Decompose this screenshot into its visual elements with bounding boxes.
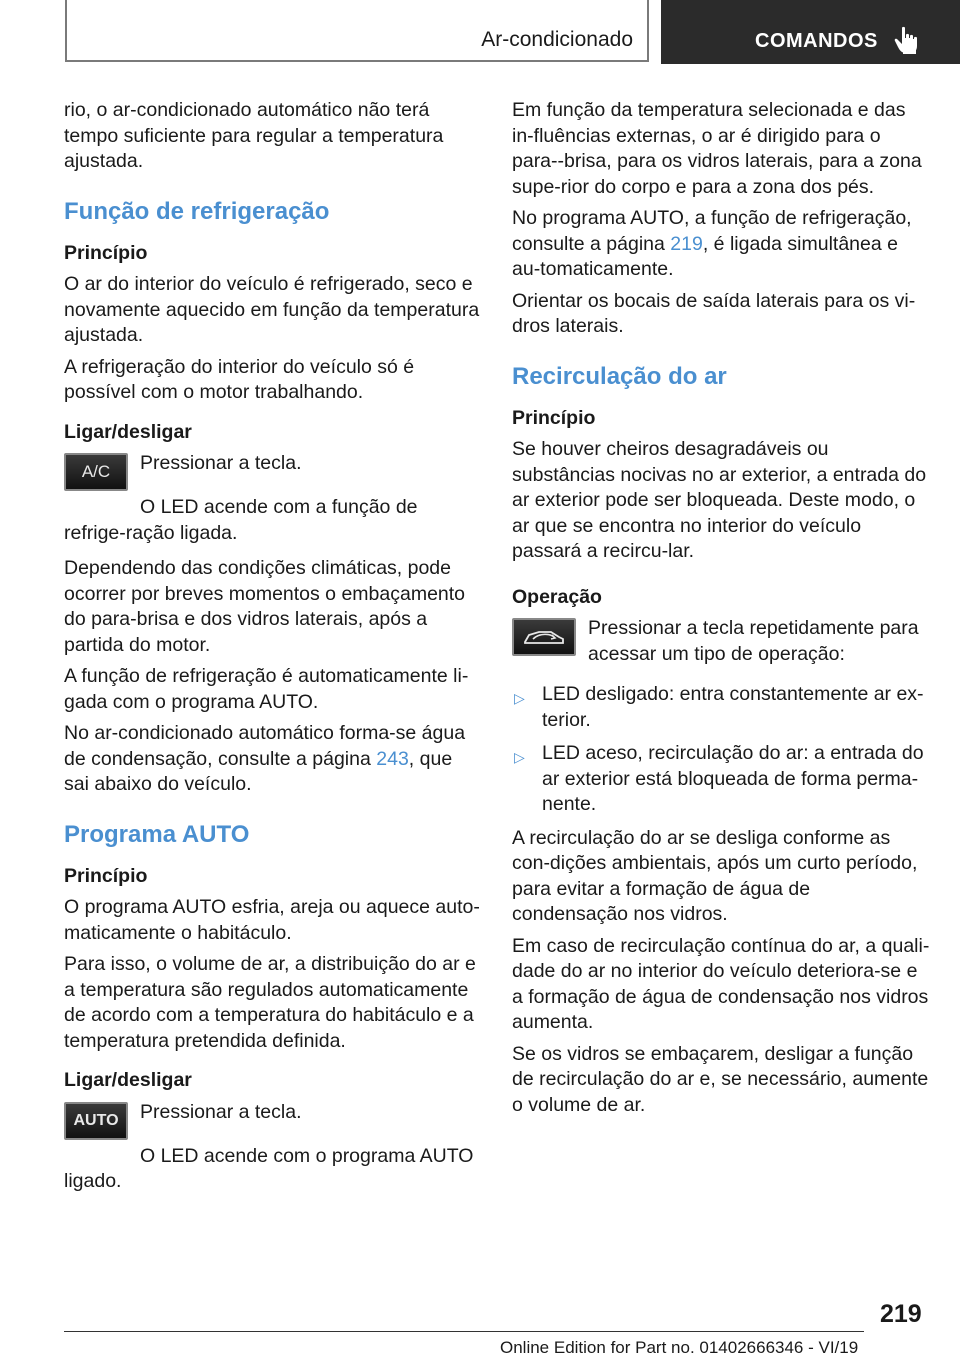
car-recirculation-icon [519,624,569,650]
paragraph: Pressionar a tecla. [140,1100,302,1123]
heading-on-off: Ligar/desligar [64,420,192,443]
text: No ar-condicionado automático forma-se água de condensação, consulte a página [64,722,466,770]
paragraph: A recirculação do ar se desliga conforme as con-dições ambientais, após um curto período, para evitar a formação de água de condensação nos vidros. [512,826,918,925]
heading-operation: Operação [512,585,602,608]
paragraph: O programa AUTO esfria, areja ou aquece auto-maticamente o habitáculo. [64,896,480,944]
triangle-bullet-icon: ▷ [514,749,525,765]
paragraph [64,721,482,798]
list-item [512,741,930,818]
paragraph: Orientar os bocais de saída laterais para os vi-dros laterais. [512,289,916,337]
paragraph: A refrigeração do interior do veículo só é possível com o motor trabalhando. [64,355,415,403]
paragraph: Para isso, o volume de ar, a distribuição do ar e a temperatura são regulados automaticamente de acordo com a temperatura do habitáculo e a temperatura pretendida definida. [64,953,476,1052]
bullet-list [512,682,930,818]
heading-on-off: Ligar/desligar [64,1069,192,1091]
right-column [512,98,930,1124]
triangle-bullet-icon: ▷ [514,690,525,706]
paragraph [512,206,930,283]
text: , que sai abaixo do veículo. [64,747,453,795]
paragraph: O LED acende com o programa AUTO ligado. [64,1144,474,1192]
paragraph: O LED acende com a função de refrige-ração ligada. [64,496,418,544]
paragraph: Em função da temperatura selecionada e das in-fluências externas, o ar é dirigido para o para--brisa, para os vidros laterais, para a zona supe-rior do corpo e para a zona dos pés. [512,99,922,198]
paragraph: Pressionar a tecla repetidamente para acessar um tipo de operação: [588,617,919,665]
ac-key-row [64,451,482,495]
paragraph: Dependendo das condições climáticas, pode ocorrer por breves momentos o embaçamento do para-brisa e dos vidros laterais, após a partida do motor. [64,557,466,656]
heading-principle: Princípio [512,406,596,429]
pointing-hand-icon [894,26,920,54]
paragraph: Pressionar a tecla. [140,452,302,474]
chapter-title: COMANDOS [755,30,878,52]
heading-principle: Princípio [64,864,148,887]
ac-button-icon: A/C [64,453,128,491]
paragraph: Se houver cheiros desagradáveis ou substâncias nocivas no ar exterior, a entrada do ar exterior pode ser bloqueada. Deste modo, o ar que se encontra no interior do veículo passará a recircu-lar. [512,438,927,562]
text: , é ligada simultânea e au-tomaticamente. [512,232,898,280]
page-number: 219 [880,1300,922,1328]
intro-paragraph: rio, o ar-condicionado automático não terá tempo suficiente para regular a temperatura ajustada. [64,99,444,172]
chapter-tab [661,0,960,64]
list-item-text: LED aceso, recirculação do ar: a entrada do ar exterior está bloqueada de forma perma-nente. [542,742,924,815]
page-link[interactable]: 243 [376,747,409,770]
paragraph: O ar do interior do veículo é refrigerado, seco e novamente aquecido em função da temperatura ajustada. [64,273,480,346]
heading-cooling: Função de refrigeração [64,197,330,225]
recirculation-key-row [512,616,930,674]
text: No programa AUTO, a função de refrigeração, consulte a página [512,207,912,255]
page-link[interactable]: 219 [670,232,703,255]
section-tab [65,0,649,62]
paragraph: Em caso de recirculação contínua do ar, a quali-dade do ar no interior do veículo deteriora-se e a formação de água de condensação nos vidros aumenta. [512,934,930,1033]
page-header [65,0,960,64]
paragraph: A função de refrigeração é automaticamente li-gada com o programa AUTO. [64,665,469,713]
auto-key-row [64,1100,482,1144]
list-item-text: LED desligado: entra constantemente ar ex-terior. [542,683,924,731]
auto-button-icon: AUTO [64,1102,128,1140]
list-item [512,682,930,733]
heading-principle: Princípio [64,241,148,264]
heading-recirculation: Recirculação do ar [512,362,727,390]
footer-divider [64,1331,864,1332]
section-title: Ar-condicionado [481,28,633,51]
paragraph: Se os vidros se embaçarem, desligar a função de recirculação do ar e, se necessário, aumente o volume de ar. [512,1042,929,1116]
recirculation-button-icon [512,618,576,656]
edition-text: Online Edition for Part no. 01402666346 - VI/19 [500,1338,859,1357]
left-column [64,98,482,1201]
heading-auto-program: Programa AUTO [64,820,250,848]
